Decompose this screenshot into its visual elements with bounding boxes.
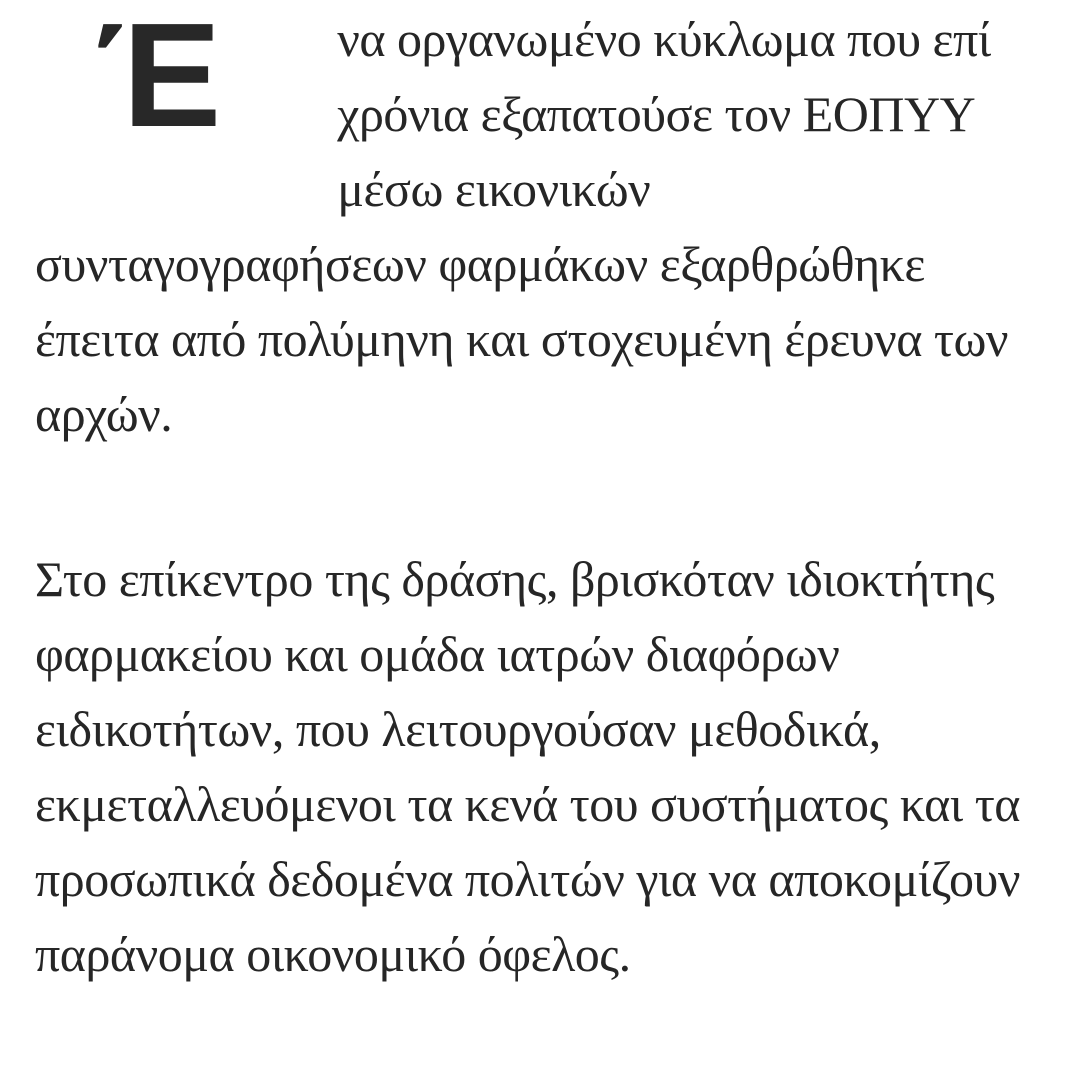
paragraph-second: Στο επίκεντρο της δράσης, βρισκόταν ιδιοκτήτης φαρμακείου και ομάδα ιατρών διαφόρων ειδικοτήτων, που λειτουργούσαν μεθοδικά, εκμεταλλευόμενοι τα κενά του συστήματος και τα προσωπικά δεδομένα πολιτών για να αποκομίζουν παράνομα οικονομικό όφελος. — [35, 551, 1021, 982]
paragraph-first — [35, 2, 1042, 452]
drop-cap-letter: Έ — [95, 0, 222, 158]
paragraph-first-text: να οργανωμένο κύκλωμα που επί χρόνια εξαπατούσε τον ΕΟΠΥΥ μέσω εικονικών συνταγογραφήσεων φαρμάκων εξαρθρώθηκε έπειτα από πολύμηνη και στοχευμένη έρευνα των αρχών. — [35, 11, 1009, 442]
